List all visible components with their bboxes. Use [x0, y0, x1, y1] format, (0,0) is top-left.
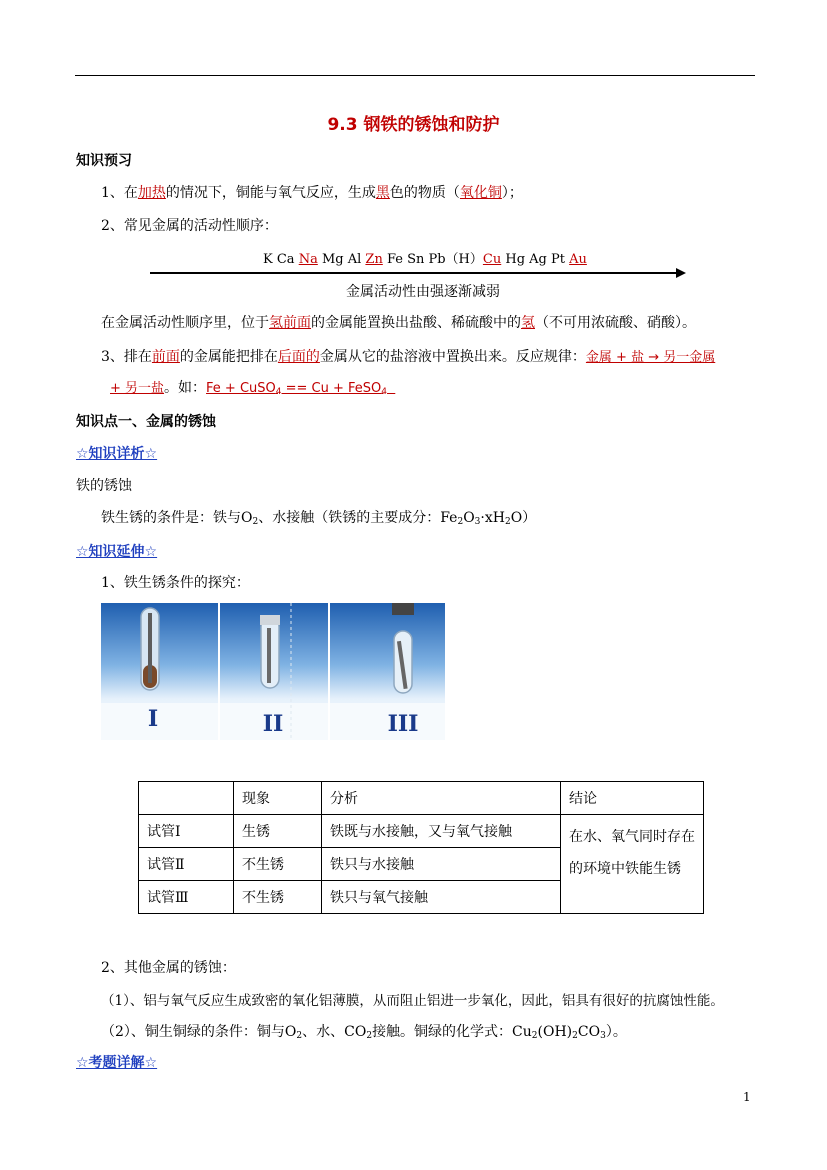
table-cell: 铁既与水接触，又与氧气接触: [322, 815, 561, 848]
table-cell: 不生锈: [234, 848, 322, 881]
table-header-cell: 现象: [234, 782, 322, 815]
other-metals-heading: 2、其他金属的锈蚀：: [101, 960, 236, 976]
section-heading-point1: 知识点一、金属的锈蚀: [76, 414, 216, 430]
copper-paragraph: （2）、铜生铜绿的条件：铜与$O_2$、水、$CO_2$接触。铜绿的化学式：$Cu_2(OH)_2CO_3$）。: [101, 1024, 627, 1041]
aluminium-paragraph: （1）、铝与氧气反应生成致密的氧化铝薄膜，从而阻止铝进一步氧化，因此，铝具有很好的抗腐蚀性能。: [101, 993, 724, 1009]
tube-label-2: II: [262, 711, 284, 737]
table-cell: 生锈: [234, 815, 322, 848]
test-tube-experiment-image: [101, 603, 445, 740]
table-cell: 铁只与氧气接触: [322, 881, 561, 914]
page-title: 9.3 钢铁的锈蚀和防护: [327, 115, 500, 135]
tube-label-1: I: [147, 706, 159, 732]
arrow-right-icon: [676, 268, 686, 278]
rust-condition: 铁生锈的条件是：铁与$O_2$、水接触（铁锈的主要成分：$Fe_2O_3\cdot xH_2O$）: [101, 510, 537, 527]
table-row: [139, 815, 704, 848]
preview-item-3-cont: + 另一盐。如：Fe + CuSO$_4$ == Cu + FeSO$_4$: [110, 380, 388, 397]
table-cell: 试管Ⅰ: [139, 815, 234, 848]
exam-link[interactable]: ☆考题详解☆: [76, 1055, 158, 1071]
explore-label: 1、铁生锈条件的探究：: [101, 575, 250, 591]
preview-item-1: 1、在加热的情况下，铜能与氧气反应，生成黑色的物质（氧化铜）；: [101, 185, 523, 201]
table-cell: 不生锈: [234, 881, 322, 914]
page-number: 1: [743, 1090, 751, 1104]
detail-link[interactable]: ☆知识详析☆: [76, 446, 158, 462]
tube-label-3: III: [387, 711, 419, 737]
hydrogen-paragraph: 在金属活动性顺序里，位于氢前面的金属能置换出盐酸、稀硫酸中的氢（不可用浓硫酸、硝酸）。: [101, 315, 696, 331]
header-rule: [75, 75, 755, 76]
activity-series: K Ca Na Mg Al Zn Fe Sn Pb（H）Cu Hg Ag Pt Au: [263, 252, 587, 267]
activity-arrow-line: [150, 272, 680, 274]
table-cell: 试管Ⅲ: [139, 881, 234, 914]
extend-link[interactable]: ☆知识延伸☆: [76, 544, 158, 560]
preview-item-2: 2、常见金属的活动性顺序：: [101, 218, 278, 234]
iron-rust-label: 铁的锈蚀: [76, 478, 132, 494]
table-header-cell: 结论: [561, 782, 704, 815]
section-heading-preview: 知识预习: [76, 153, 132, 169]
table-cell: 铁只与水接触: [322, 848, 561, 881]
experiment-table: [138, 781, 704, 914]
preview-item-3: 3、排在前面的金属能把排在后面的金属从它的盐溶液中置换出来。反应规律：金属 + 盐 → 另一金属: [101, 349, 716, 365]
table-header-cell: 分析: [322, 782, 561, 815]
table-cell: 试管Ⅱ: [139, 848, 234, 881]
table-header-cell: [139, 782, 234, 815]
table-header-row: [139, 782, 704, 815]
conclusion-cell: 在水、氧气同时存在 的环境中铁能生锈: [561, 815, 704, 914]
arrow-label: 金属活动性由强逐渐减弱: [346, 284, 500, 300]
